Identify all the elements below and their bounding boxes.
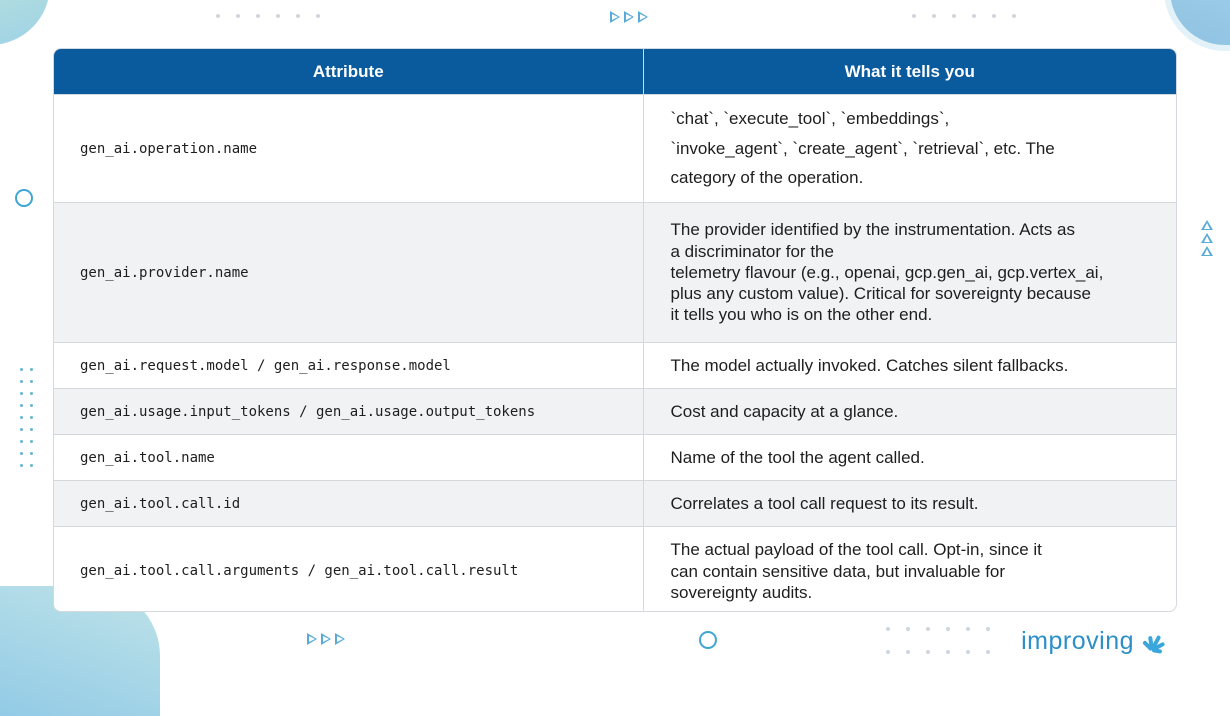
table-header-row [54, 49, 1176, 95]
header-what-it-tells-you: What it tells you [643, 49, 1176, 95]
description-cell: Cost and capacity at a glance. [643, 389, 1176, 435]
table-row [54, 203, 1176, 343]
logo-text: improving [1021, 627, 1134, 655]
table-row [54, 435, 1176, 481]
description-cell: Correlates a tool call request to its result. [643, 481, 1176, 527]
corner-blob-top-left [0, 0, 50, 45]
description-cell: The model actually invoked. Catches silent fallbacks. [643, 343, 1176, 389]
ring-bottom-icon [699, 631, 717, 649]
table-row [54, 343, 1176, 389]
play-triangles-bottom-icon [307, 633, 345, 645]
attribute-cell: gen_ai.operation.name [54, 95, 643, 203]
table-row [54, 481, 1176, 527]
table-row [54, 527, 1176, 613]
dot-row-bottom-2 [886, 650, 990, 654]
dot-column-left [20, 368, 34, 467]
attribute-cell: gen_ai.provider.name [54, 203, 643, 343]
attribute-cell: gen_ai.tool.call.arguments / gen_ai.tool.call.result [54, 527, 643, 613]
attribute-table [53, 48, 1177, 612]
header-attribute: Attribute [54, 49, 643, 95]
description-cell: The provider identified by the instrumentation. Acts as a discriminator for the telemetry flavour (e.g., openai, gcp.gen_ai, gcp.vertex_ai, plus any custom value). Critical for sovereignty because it tells you who is on the other end. [643, 203, 1176, 343]
attribute-cell: gen_ai.tool.call.id [54, 481, 643, 527]
table-row [54, 389, 1176, 435]
attribute-cell: gen_ai.usage.input_tokens / gen_ai.usage.output_tokens [54, 389, 643, 435]
table-row [54, 95, 1176, 203]
attribute-cell: gen_ai.request.model / gen_ai.response.model [54, 343, 643, 389]
play-triangles-top-icon [610, 11, 648, 23]
up-triangles-right-icon [1201, 220, 1213, 256]
attribute-cell: gen_ai.tool.name [54, 435, 643, 481]
starburst-icon [1136, 620, 1170, 650]
corner-blob-top-right [1170, 0, 1230, 45]
dot-row-bottom-1 [886, 627, 990, 631]
description-cell: `chat`, `execute_tool`, `embeddings`, `invoke_agent`, `create_agent`, `retrieval`, etc. The category of the operation. [643, 95, 1176, 203]
ring-left-icon [15, 189, 33, 207]
description-cell: The actual payload of the tool call. Opt-in, since it can contain sensitive data, but invaluable for sovereignty audits. [643, 527, 1176, 613]
dot-row-top-right [912, 14, 1016, 18]
description-cell: Name of the tool the agent called. [643, 435, 1176, 481]
dot-row-top-left [216, 14, 320, 18]
improving-logo [1021, 620, 1170, 656]
